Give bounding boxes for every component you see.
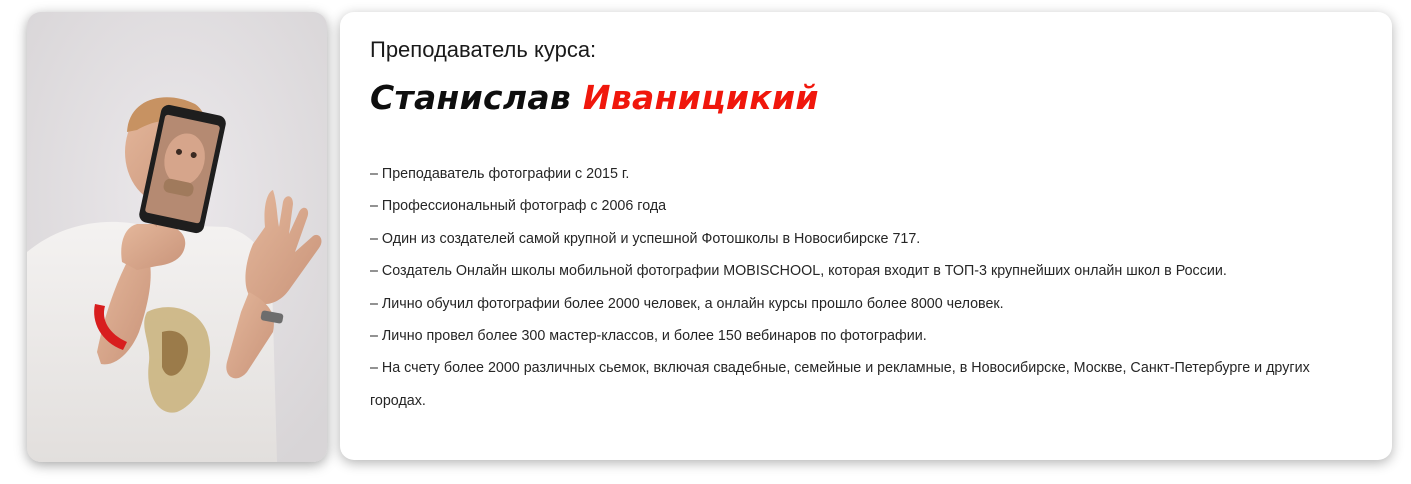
teacher-photo-illustration [27, 12, 327, 462]
teacher-name [370, 76, 1362, 120]
bio-item: – Профессиональный фотограф с 2006 года [370, 198, 667, 215]
bio-item: – Лично провел более 300 мастер-классов, и более 150 вебинаров по фотографии. [370, 328, 927, 345]
teacher-info-card [340, 12, 1392, 460]
bio-item: – Лично обучил фотографии более 2000 человек, а онлайн курсы прошло более 8000 человек. [370, 295, 1004, 312]
teacher-first-name: Станислав [370, 78, 572, 117]
teacher-photo [27, 12, 327, 462]
bio-item: – На счету более 2000 различных сьемок, включая свадебные, семейные и рекламные, в Новосибирске, Москве, Санкт-Петербурге и других городах. [370, 360, 1310, 409]
bio-item: – Преподаватель фотографии с 2015 г. [370, 166, 630, 182]
role-caption: Преподаватель курса: [370, 37, 597, 62]
bio-list [370, 158, 1362, 417]
teacher-last-name: Иваницикий [582, 78, 819, 117]
bio-item: – Создатель Онлайн школы мобильной фотографии MOBISCHOOL, которая входит в ТОП-3 крупнейших онлайн школ в России. [370, 263, 1227, 280]
bio-item: – Один из создателей самой крупной и успешной Фотошколы в Новосибирске 717. [370, 230, 921, 247]
